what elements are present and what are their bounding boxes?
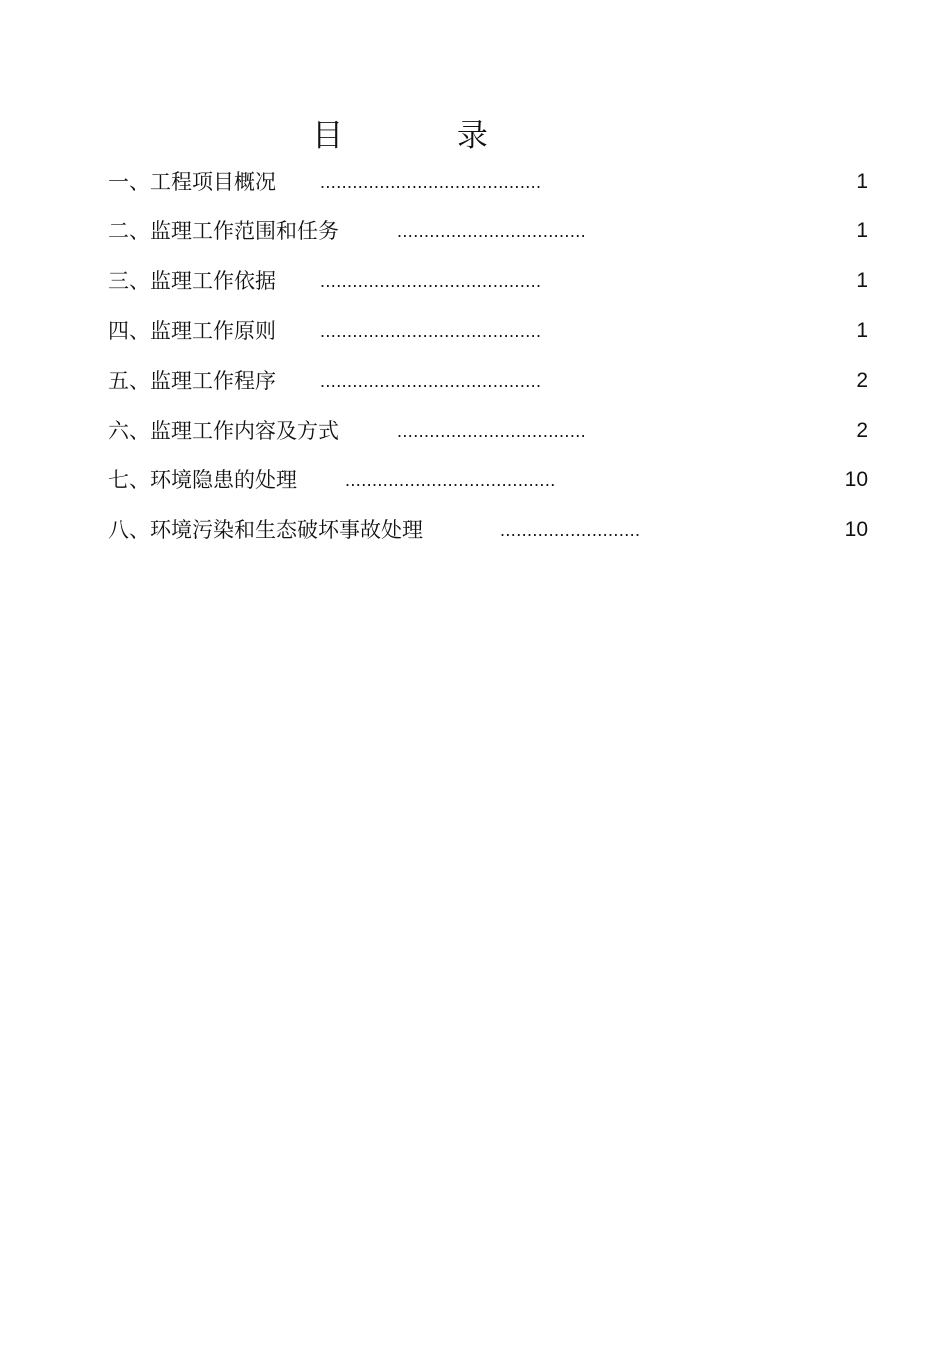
toc-entry-label: 四、监理工作原则 bbox=[108, 319, 276, 343]
toc-entry-label: 三、监理工作依据 bbox=[108, 269, 276, 293]
toc-leader-dots: ......................................... bbox=[320, 321, 542, 341]
toc-page-number: 10 bbox=[844, 518, 868, 541]
toc-page-number: 1 bbox=[856, 219, 868, 242]
toc-entry-label: 六、监理工作内容及方式 bbox=[108, 419, 339, 443]
toc-page-number: 1 bbox=[856, 319, 868, 342]
toc-entry-6[interactable] bbox=[0, 416, 950, 446]
toc-page-number: 10 bbox=[844, 468, 868, 491]
toc-entry-2[interactable] bbox=[0, 216, 950, 246]
toc-leader-dots: .......................... bbox=[500, 520, 641, 540]
toc-entry-5[interactable] bbox=[0, 366, 950, 396]
toc-leader-dots: ......................................... bbox=[320, 271, 542, 291]
toc-page-number: 1 bbox=[856, 269, 868, 292]
toc-entry-label: 八、环境污染和生态破坏事故处理 bbox=[108, 518, 423, 542]
toc-leader-dots: ....................................... bbox=[345, 470, 556, 490]
toc-page-number: 2 bbox=[856, 369, 868, 392]
toc-leader-dots: ......................................... bbox=[320, 371, 542, 391]
toc-leader-dots: ................................... bbox=[397, 421, 587, 441]
toc-entry-4[interactable] bbox=[0, 316, 950, 346]
toc-entry-label: 一、工程项目概况 bbox=[108, 170, 276, 194]
toc-leader-dots: ................................... bbox=[397, 221, 587, 241]
toc-entry-8[interactable] bbox=[0, 515, 950, 545]
toc-entry-label: 二、监理工作范围和任务 bbox=[108, 219, 339, 243]
table-of-contents bbox=[0, 0, 950, 600]
toc-page-number: 2 bbox=[856, 419, 868, 442]
toc-entry-3[interactable] bbox=[0, 266, 950, 296]
toc-entry-label: 五、监理工作程序 bbox=[108, 369, 276, 393]
toc-entry-label: 七、环境隐患的处理 bbox=[108, 468, 297, 492]
toc-entry-1[interactable] bbox=[0, 167, 950, 197]
toc-entry-7[interactable] bbox=[0, 465, 950, 495]
toc-title: 目 录 bbox=[312, 118, 540, 154]
toc-leader-dots: ......................................... bbox=[320, 172, 542, 192]
toc-page-number: 1 bbox=[856, 170, 868, 193]
